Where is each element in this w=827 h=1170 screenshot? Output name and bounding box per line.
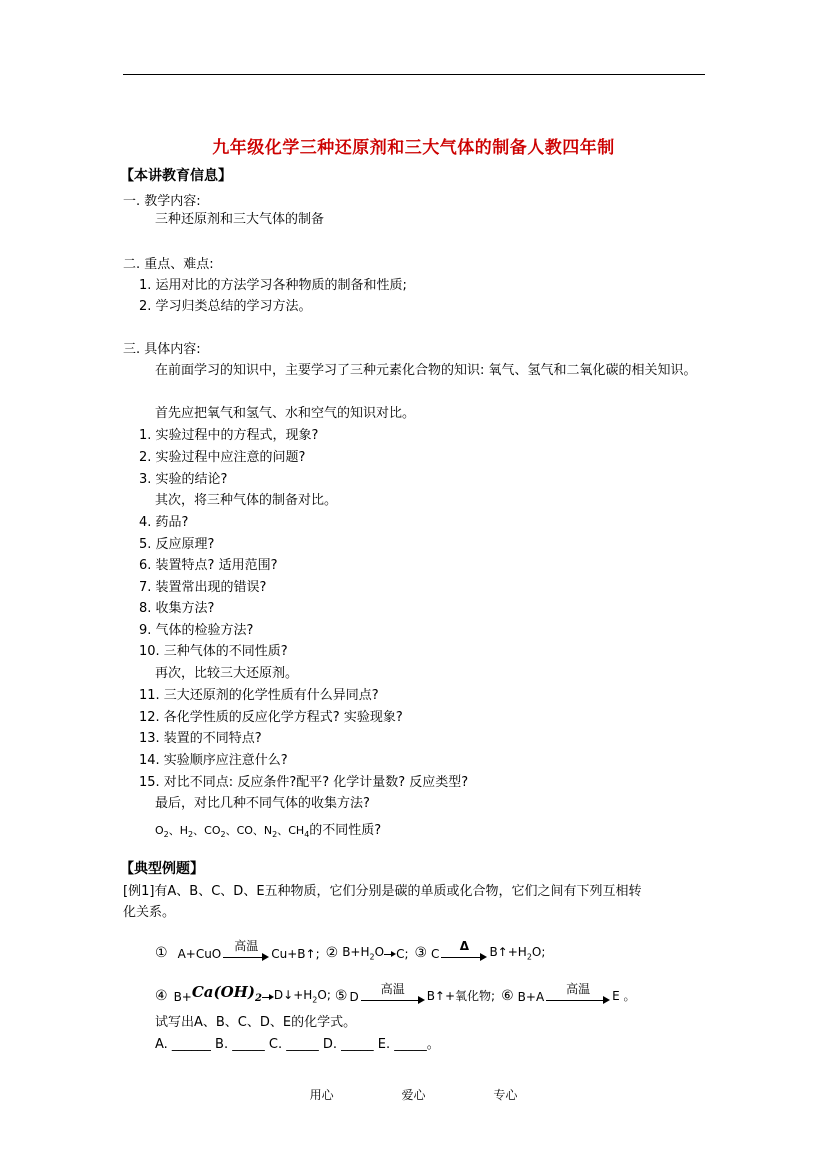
reaction-row-2 <box>155 976 636 1004</box>
reaction-number: ② <box>325 945 339 961</box>
footer-word: 专心 <box>493 1088 518 1102</box>
reaction-arrow <box>361 983 425 1004</box>
products: B↑+氧化物; <box>426 989 496 1003</box>
question-item: 5. 反应原理? <box>139 537 215 552</box>
question-item: 8. 收集方法? <box>139 601 215 616</box>
answer-blanks: A. ______ B. _____ C. _____ D. _____ E. _____。 <box>155 1037 440 1052</box>
header-rule <box>123 74 705 75</box>
question-item: 9. 气体的检验方法? <box>139 623 254 638</box>
reaction-number: ① <box>155 945 168 961</box>
part1-heading: 一. 教学内容: <box>123 194 201 209</box>
reactants: B+ <box>173 990 192 1004</box>
reaction-row-1 <box>155 933 545 961</box>
part2-item: 1. 运用对比的方法学习各种物质的制备和性质; <box>139 278 407 293</box>
reaction-condition: Δ <box>459 939 470 953</box>
question-item: 11. 三大还原剂的化学性质有什么异同点? <box>139 688 379 703</box>
example-question: 试写出A、B、C、D、E的化学式。 <box>155 1015 357 1030</box>
question-item: 10. 三种气体的不同性质? <box>139 644 288 659</box>
part3-first: 首先应把氧气和氢气、水和空气的知识对比。 <box>155 406 416 421</box>
part3-third: 再次，比较三大还原剂。 <box>155 666 299 681</box>
reaction-arrow <box>223 940 269 961</box>
products: Cu+B↑; <box>271 947 320 961</box>
footer-word: 爱心 <box>401 1088 426 1102</box>
reactants: D <box>349 990 359 1004</box>
part3-intro: 在前面学习的知识中，主要学习了三种元素化合物的知识: 氧气、氢气和二氧化碳的相关知识。 <box>155 363 697 378</box>
calcium-hydroxide: $Ca(OH)_2$ <box>191 983 262 1004</box>
section-heading-info: 【本讲教育信息】 <box>120 168 232 184</box>
question-item: 1. 实验过程中的方程式，现象? <box>139 428 319 443</box>
reactants: A+CuO <box>177 947 222 961</box>
question-item: 6. 装置特点? 适用范围? <box>139 558 278 573</box>
part2-item: 2. 学习归类总结的学习方法。 <box>139 299 312 314</box>
page-footer <box>0 1086 827 1103</box>
reaction-arrow <box>262 993 274 1001</box>
part2-heading: 二. 重点、难点: <box>123 257 214 272</box>
reaction-condition: 高温 <box>234 939 259 953</box>
question-item: 3. 实验的结论? <box>139 472 228 487</box>
reaction-number: ④ <box>155 988 168 1004</box>
question-item: 13. 装置的不同特点? <box>139 731 262 746</box>
part3-last: 最后，对比几种不同气体的收集方法? <box>155 796 370 811</box>
reaction-number: ⑤ <box>334 988 348 1004</box>
products: E 。 <box>612 989 636 1003</box>
question-item: 4. 药品? <box>139 515 189 530</box>
example-intro-line2: 化关系。 <box>123 905 176 920</box>
part1-content: 三种还原剂和三大气体的制备 <box>155 212 325 227</box>
section-heading-examples: 【典型例题】 <box>120 861 204 877</box>
question-item: 15. 对比不同点: 反应条件?配平? 化学计量数? 反应类型? <box>139 775 469 790</box>
reaction-condition: 高温 <box>380 982 405 996</box>
part3-heading: 三. 具体内容: <box>123 342 201 357</box>
example-intro-line1: [例1]有A、B、C、D、E五种物质，它们分别是碳的单质或化合物，它们之间有下列互相转 <box>123 884 642 899</box>
reactants: C <box>431 947 440 961</box>
reaction-arrow <box>384 950 396 958</box>
question-item: 12. 各化学性质的反应化学方程式? 实验现象? <box>139 710 403 725</box>
reaction-condition: 高温 <box>566 982 591 996</box>
footer-word: 用心 <box>309 1088 334 1102</box>
page-title: 九年级化学三种还原剂和三大气体的制备人教四年制 <box>212 138 615 158</box>
part3-second: 其次，将三种气体的制备对比。 <box>155 493 338 508</box>
reaction-number: ⑥ <box>501 988 514 1004</box>
products: $D↓+H_2O$; <box>273 987 331 1004</box>
reaction-arrow <box>546 983 610 1004</box>
products: C; <box>396 947 409 961</box>
reactants: B+A <box>517 990 545 1004</box>
products: $B↑+H_2O$; <box>489 944 546 961</box>
question-item: 7. 装置常出现的错误? <box>139 580 267 595</box>
reactants: $B+H_2O$ <box>342 944 385 961</box>
reaction-arrow <box>441 940 487 961</box>
question-item: 2. 实验过程中应注意的问题? <box>139 450 306 465</box>
reaction-number: ③ <box>414 945 428 961</box>
question-item: 14. 实验顺序应注意什么? <box>139 753 288 768</box>
gas-list: $O_2$、$H_2$、$CO_2$、CO、$N_2$、$CH_4$的不同性质? <box>155 823 382 840</box>
